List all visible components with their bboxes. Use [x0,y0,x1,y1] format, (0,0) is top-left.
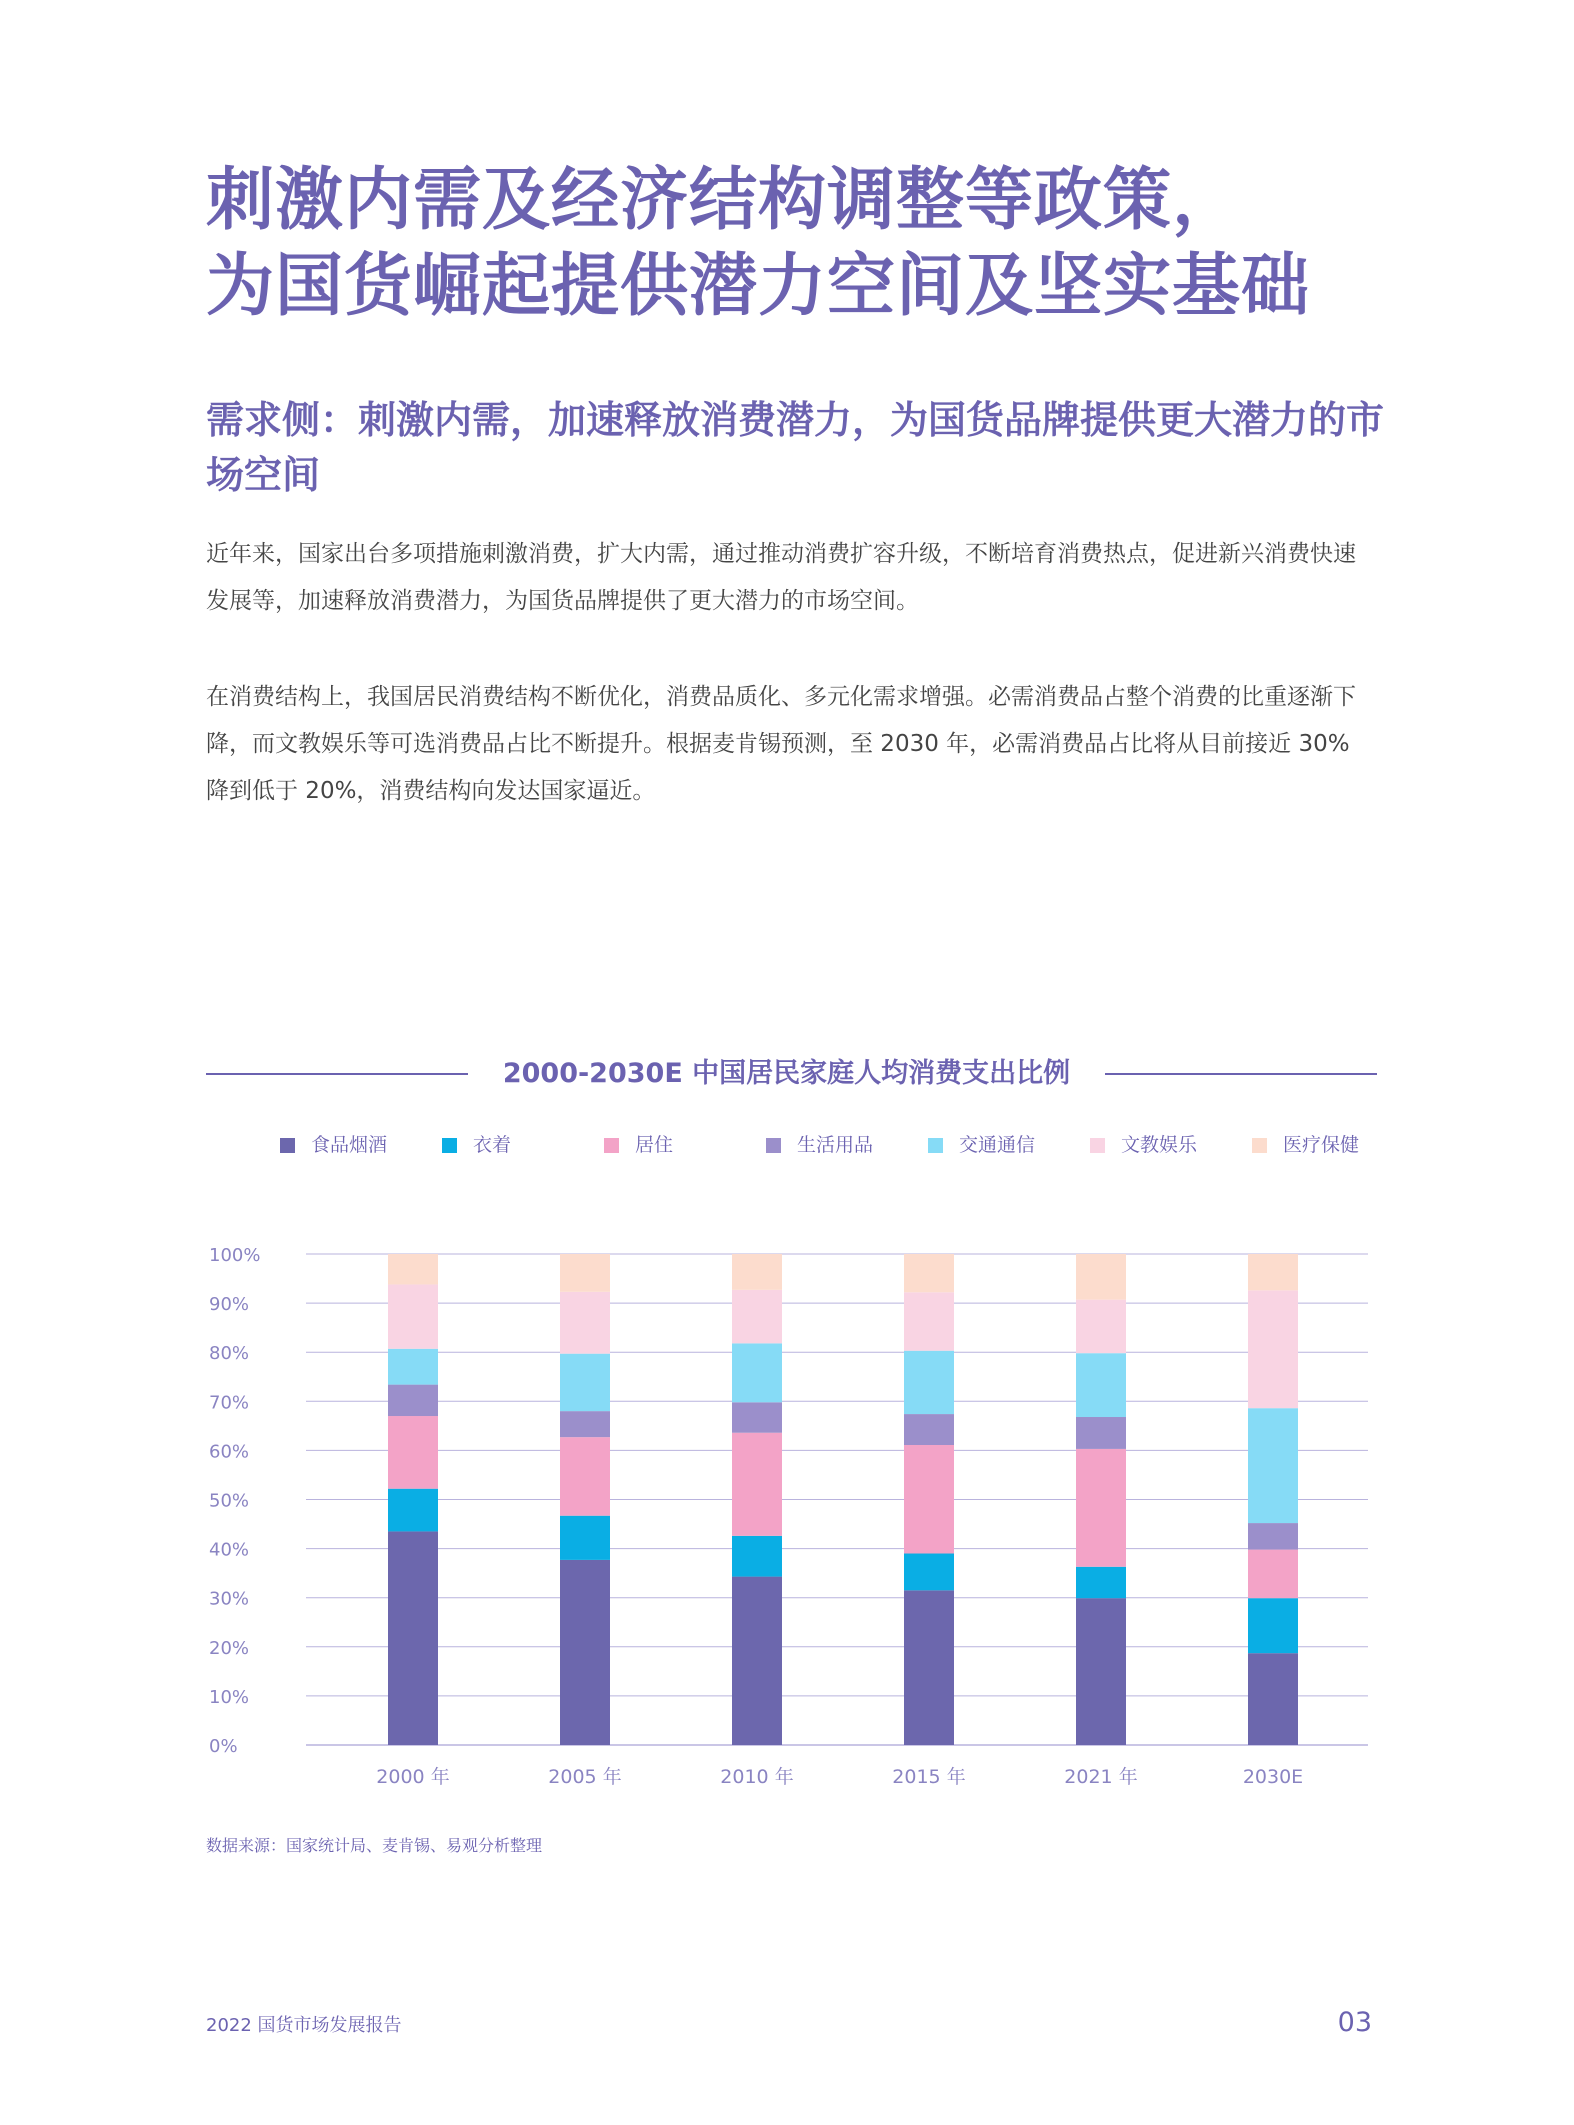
bar-segment [1076,1449,1126,1567]
chart-title: 2000-2030E 中国居民家庭人均消费支出比例 [502,1058,1071,1089]
bar-segment [560,1411,610,1437]
y-tick-label: 40% [209,1539,250,1561]
y-tick-label: 80% [209,1343,250,1365]
y-tick-label: 0% [209,1736,238,1757]
y-tick-label: 50% [209,1490,250,1512]
x-tick-label: 2015 年 [892,1766,966,1788]
y-tick-label: 10% [209,1686,250,1708]
legend-label: 食品烟酒 [311,1134,388,1156]
x-tick-label: 2000 年 [376,1766,450,1788]
bar-segment [388,1385,438,1416]
bar-segment [1248,1290,1298,1408]
page-title-line-2: 为国货崛起提供潜力空间及坚实基础 [206,247,1311,326]
bar-segment [1076,1598,1126,1745]
data-source-note: 数据来源：国家统计局、麦肯锡、易观分析整理 [206,1836,543,1855]
bar-segment [560,1292,610,1354]
bar-segment [732,1402,782,1432]
bar-segment [904,1254,954,1292]
bar-segment [560,1254,610,1292]
bar-segment [732,1290,782,1344]
legend-label: 衣着 [473,1134,512,1156]
bar-segment [560,1354,610,1411]
bar-segment [904,1590,954,1745]
legend-label: 居住 [635,1134,674,1156]
legend-label: 文教娱乐 [1121,1134,1198,1156]
bar-segment [904,1414,954,1445]
bar-segment [1076,1567,1126,1598]
legend-label: 生活用品 [797,1134,874,1156]
bar-segment [1076,1300,1126,1354]
x-tick-label: 2030E [1242,1766,1304,1788]
bar-segment [904,1445,954,1554]
bar-segment [732,1343,782,1402]
bar-segment [732,1254,782,1290]
x-tick-label: 2010 年 [720,1766,794,1788]
page-title-line-1: 刺激内需及经济结构调整等政策， [206,161,1242,240]
footer-report-name: 2022 国货市场发展报告 [206,2015,402,2036]
y-tick-label: 30% [209,1588,250,1610]
page-number: 03 [1337,2007,1372,2038]
bar-segment [1248,1523,1298,1550]
bar-segment [560,1437,610,1516]
bar-segment [1248,1408,1298,1523]
bar-segment [388,1254,438,1284]
y-tick-label: 100% [209,1245,261,1266]
body-paragraph-1: 近年来，国家出台多项措施刺激消费，扩大内需，通过推动消费扩容升级，不断培育消费热点，促进新兴消费快速发展等，加速释放消费潜力，为国货品牌提供了更大潜力的市场空间。 [206,541,1356,614]
bar-segment [1248,1254,1298,1290]
x-tick-label: 2021 年 [1064,1766,1138,1788]
bar-segment [732,1433,782,1536]
legend-label: 交通通信 [959,1134,1036,1156]
bar-segment [904,1554,954,1591]
y-tick-label: 70% [209,1392,250,1414]
bar-segment [388,1489,438,1532]
bar-segment [1076,1417,1126,1449]
bar-segment [732,1536,782,1577]
bar-segment [904,1351,954,1414]
bar-segment [560,1560,610,1745]
section-heading: 需求侧：刺激内需，加速释放消费潜力，为国货品牌提供更大潜力的市场空间 [206,398,1385,497]
y-tick-label: 20% [209,1637,250,1659]
bar-segment [732,1577,782,1745]
bar-segment [1076,1254,1126,1300]
bar-segment [904,1292,954,1350]
bar-segment [1248,1653,1298,1745]
bar-segment [388,1531,438,1745]
y-tick-label: 60% [209,1441,250,1463]
legend-label: 医疗保健 [1283,1134,1360,1156]
y-tick-label: 90% [209,1294,250,1316]
bar-segment [1248,1598,1298,1653]
x-tick-label: 2005 年 [548,1766,622,1788]
bar-segment [388,1284,438,1348]
bar-segment [1076,1353,1126,1417]
body-paragraph-2: 在消费结构上，我国居民消费结构不断优化，消费品质化、多元化需求增强。必需消费品占整个消费的比重逐渐下降，而文教娱乐等可选消费品占比不断提升。根据麦肯锡预测，至 2030 年，必需消费品占比将从目前接近 30% 降到低于 20%，消费结构向发达国家逼近。 [206,684,1356,804]
bar-segment [1248,1550,1298,1599]
bar-segment [560,1516,610,1560]
bar-segment [388,1416,438,1489]
bar-segment [388,1349,438,1385]
